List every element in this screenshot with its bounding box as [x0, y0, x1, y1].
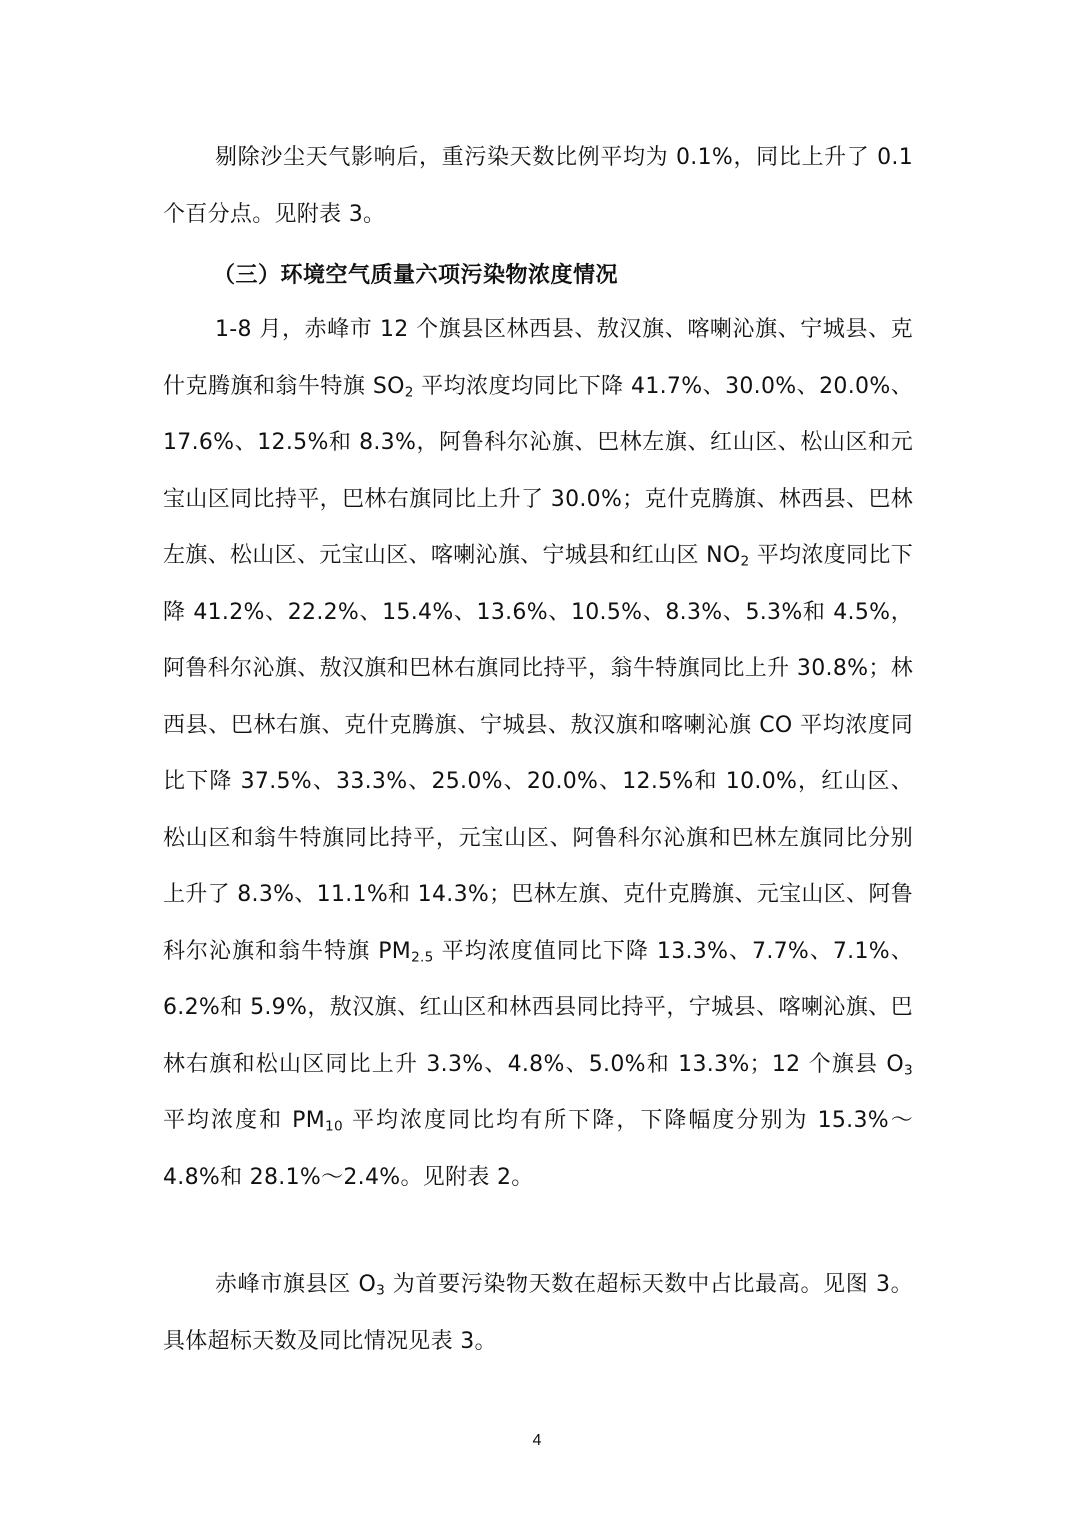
section-heading: （三）环境空气质量六项污染物浓度情况	[213, 263, 619, 288]
text-segment: 赤峰市旗县区 O	[215, 1272, 377, 1297]
page-number: 4	[532, 1432, 542, 1449]
paragraph-heavy-pollution: 剔除沙尘天气影响后，重污染天数比例平均为 0.1%，同比上升了 0.1 个百分点。见附表 3。	[163, 145, 913, 227]
text-segment: 平均浓度值同比下降 13.3%、7.7%、7.1%、6.2%和 5.9%，敖汉旗、红山区和林西县同比持平，宁城县、喀喇沁旗、巴林右旗和松山区同比上升 3.3%、4.8%、5.0%和 13.3%；12 个旗县 O	[163, 938, 913, 1077]
text-segment: 平均浓度和 PM	[163, 1108, 326, 1133]
paragraph-pollutant-concentration	[163, 302, 913, 1206]
text-segment: 平均浓度同比下降 41.2%、22.2%、15.4%、13.6%、10.5%、8.3%、5.3%和 4.5%，阿鲁科尔沁旗、敖汉旗和巴林右旗同比持平，翁牛特旗同比上升 30.8%；林西县、巴林右旗、克什克腾旗、宁城县、敖汉旗和喀喇沁旗 CO 平均浓度同比下降 37.5%、33.3%、25.0%、20.0%、12.5%和 10.0%，红山区、松山区和翁牛特旗同比持平，元宝山区、阿鲁科尔沁旗和巴林左旗同比分别上升了 8.3%、11.1%和 14.3%；巴林左旗、克什克腾旗、元宝山区、阿鲁科尔沁旗和翁牛特旗 PM	[163, 543, 913, 964]
text-segment: 1-8 月，赤峰市 12 个旗县区林西县、敖汉旗、喀喇沁旗、宁城县、克什克腾旗和翁牛特旗 SO	[163, 317, 913, 399]
subscript: 3	[904, 1061, 913, 1078]
subscript: 10	[325, 1118, 343, 1135]
text-segment: 平均浓度均同比下降 41.7%、30.0%、20.0%、17.6%、12.5%和 8.3%，阿鲁科尔沁旗、巴林左旗、红山区、松山区和元宝山区同比持平，巴林右旗同比上升了 30.0%；克什克腾旗、林西县、巴林左旗、松山区、元宝山区、喀喇沁旗、宁城县和红山区 NO	[163, 373, 914, 568]
subscript: 3	[376, 1282, 386, 1299]
subscript: 2.5	[411, 948, 434, 965]
text-segment: 平均浓度同比均有所下降，下降幅度分别为 15.3%～4.8%和 28.1%～2.4%。见附表 2。	[163, 1108, 913, 1190]
text-segment: 为首要污染物天数在超标天数中占比最高。见图 3。具体超标天数及同比情况见表 3。	[163, 1272, 913, 1354]
subscript: 2	[404, 383, 414, 400]
paragraph-primary-pollutant	[163, 1257, 913, 1370]
subscript: 2	[740, 553, 750, 570]
